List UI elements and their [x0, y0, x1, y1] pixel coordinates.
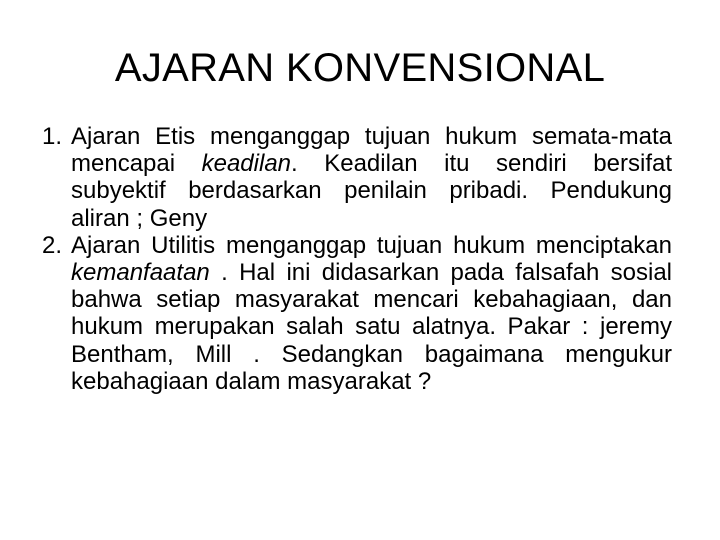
list-item-emphasis: keadilan	[201, 150, 292, 178]
list-item-text-after: . Keadilan itu sendiri bersifat subyektif berdasarkan penilain pribadi. Pendukung aliran ; Geny	[71, 150, 673, 232]
content-list	[42, 123, 672, 395]
list-item-text: Ajaran Utilitis menganggap tujuan hukum menciptakan	[71, 231, 672, 259]
list-item-number: 1.	[42, 123, 63, 150]
slide-title: AJARAN KONVENSIONAL	[114, 46, 606, 90]
list-item	[42, 232, 672, 395]
list-item	[42, 123, 672, 232]
list-item-number: 2.	[42, 231, 63, 259]
list-item-text-after: . Hal ini didasarkan pada falsafah sosial bahwa setiap masyarakat mencari kebahagiaan, dan hukum merupakan salah satu alatnya. Pakar : jeremy Bentham, Mill . Sedangkan bagaimana mengukur kebahagiaan dalam masyarakat ?	[71, 259, 672, 395]
list-item-emphasis: kemanfaatan	[71, 259, 210, 287]
list-item-text: Ajaran Etis menganggap tujuan hukum semata-mata mencapai	[71, 123, 672, 178]
